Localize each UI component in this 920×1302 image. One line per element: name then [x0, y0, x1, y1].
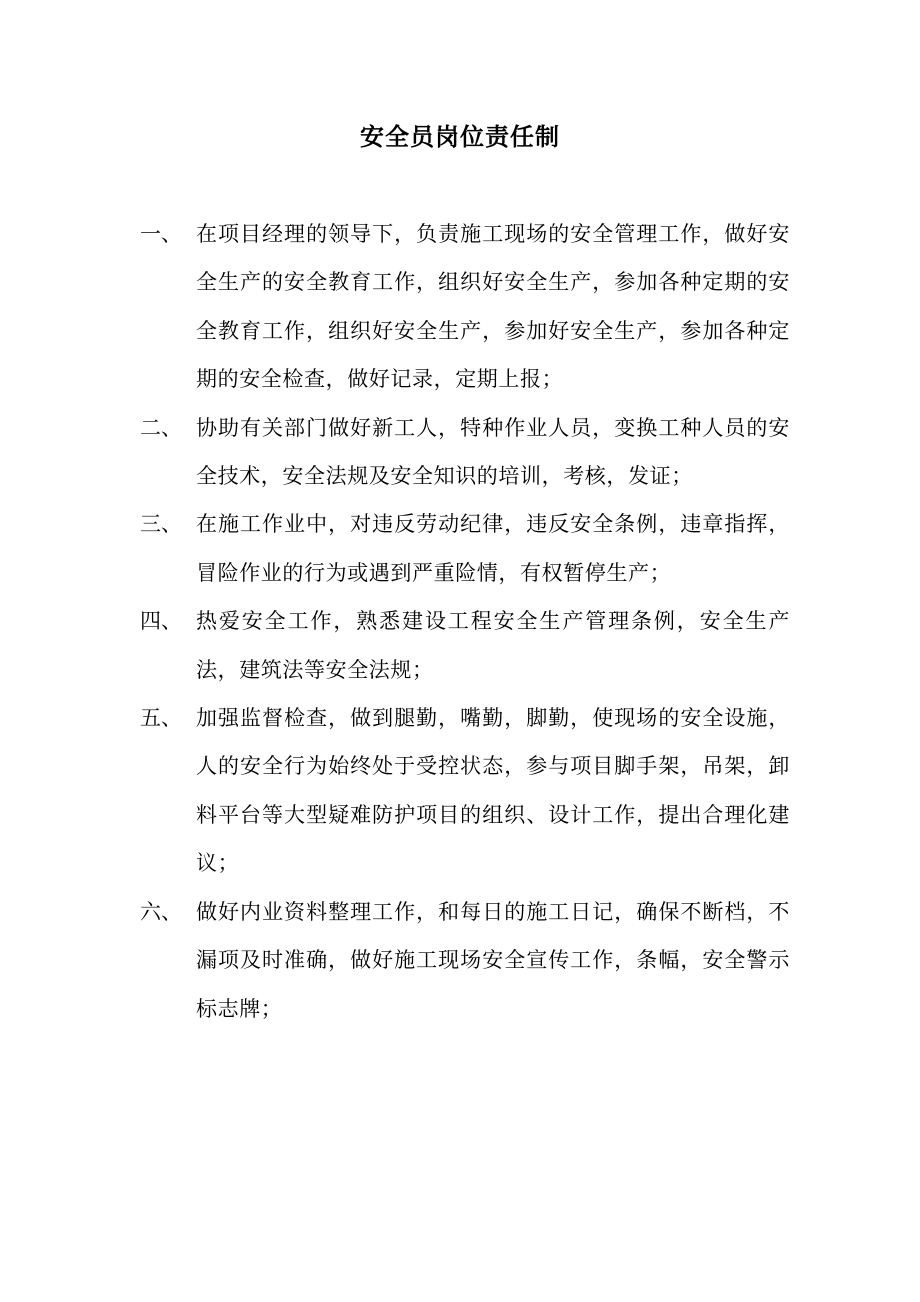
list-item [140, 210, 790, 404]
list-item [140, 694, 790, 888]
responsibility-list [140, 210, 790, 1033]
item-number: 一、 [140, 222, 182, 246]
item-text: 做好内业资料整理工作，和每日的施工日记，确保不断档，不漏项及时准确，做好施工现场安全宣传工作，条幅，安全警示标志牌； [196, 899, 790, 1021]
item-text: 在施工作业中，对违反劳动纪律，违反安全条例，违章指挥，冒险作业的行为或遇到严重险情，有权暂停生产； [196, 512, 790, 585]
item-text: 协助有关部门做好新工人，特种作业人员，变换工种人员的安全技术，安全法规及安全知识的培训，考核，发证； [196, 415, 790, 489]
item-text: 热爱安全工作，熟悉建设工程安全生产管理条例，安全生产法，建筑法等安全法规； [196, 609, 790, 682]
item-number: 五、 [140, 706, 182, 731]
list-item [140, 404, 790, 501]
list-item [140, 888, 790, 1033]
item-number: 四、 [140, 609, 182, 634]
list-item [140, 500, 790, 597]
item-number: 二、 [140, 415, 182, 440]
item-text: 在项目经理的领导下，负责施工现场的安全管理工作，做好安全生产的安全教育工作，组织好安全生产，参加各种定期的安全教育工作，组织好安全生产，参加好安全生产，参加各种定期的安全检查，做好记录，定期上报； [196, 222, 790, 392]
item-number: 三、 [140, 512, 182, 537]
item-number: 六、 [140, 899, 182, 924]
list-item [140, 597, 790, 694]
item-text: 加强监督检查，做到腿勤，嘴勤，脚勤，使现场的安全设施，人的安全行为始终处于受控状态，参与项目脚手架，吊架，卸料平台等大型疑难防护项目的组织、设计工作，提出合理化建议； [196, 706, 790, 876]
document-title: 安全员岗位责任制 [360, 122, 560, 151]
